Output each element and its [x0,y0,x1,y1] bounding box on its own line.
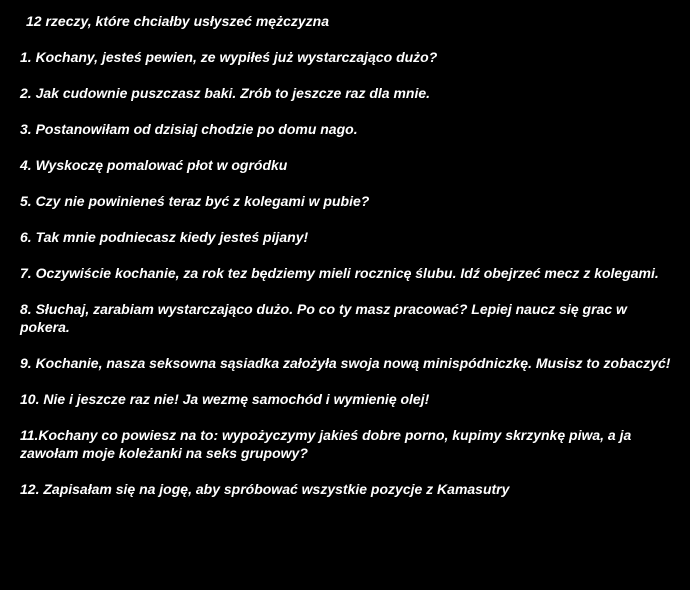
list-item-12: 12. Zapisałam się na jogę, aby spróbować wszystkie pozycje z Kamasutry [20,481,510,497]
list-item-9: 9. Kochanie, nasza seksowna sąsiadka założyła swoja nową minispódniczkę. Musisz to zobaczyć! [20,355,671,371]
list-item-6: 6. Tak mnie podniecasz kiedy jesteś pijany! [20,229,309,245]
list-item-8: 8. Słuchaj, zarabiam wystarczająco dużo. Po co ty masz pracować? Lepiej naucz się grac w pokera. [20,301,627,335]
list-item-2: 2. Jak cudownie puszczasz baki. Zrób to jeszcze raz dla mnie. [20,85,431,101]
page-title: 12 rzeczy, które chciałby usłyszeć mężczyzna [26,13,329,29]
list-item-1: 1. Kochany, jesteś pewien, ze wypiłeś już wystarczająco dużo? [20,49,438,65]
list-item-10: 10. Nie i jeszcze raz nie! Ja wezmę samochód i wymienię olej! [20,391,430,407]
list-item-7: 7. Oczywiście kochanie, za rok tez będziemy mieli rocznicę ślubu. Idź obejrzeć mecz z kolegami. [20,265,659,281]
list-item-3: 3. Postanowiłam od dzisiaj chodzie po domu nago. [20,121,358,137]
list-item-4: 4. Wyskoczę pomalować płot w ogródku [20,157,288,173]
list-item-11: 11.Kochany co powiesz na to: wypożyczymy jakieś dobre porno, kupimy skrzynkę piwa, a ja zawołam moje koleżanki na seks grupowy? [20,427,632,461]
list-item-5: 5. Czy nie powinieneś teraz być z kolegami w pubie? [20,193,370,209]
